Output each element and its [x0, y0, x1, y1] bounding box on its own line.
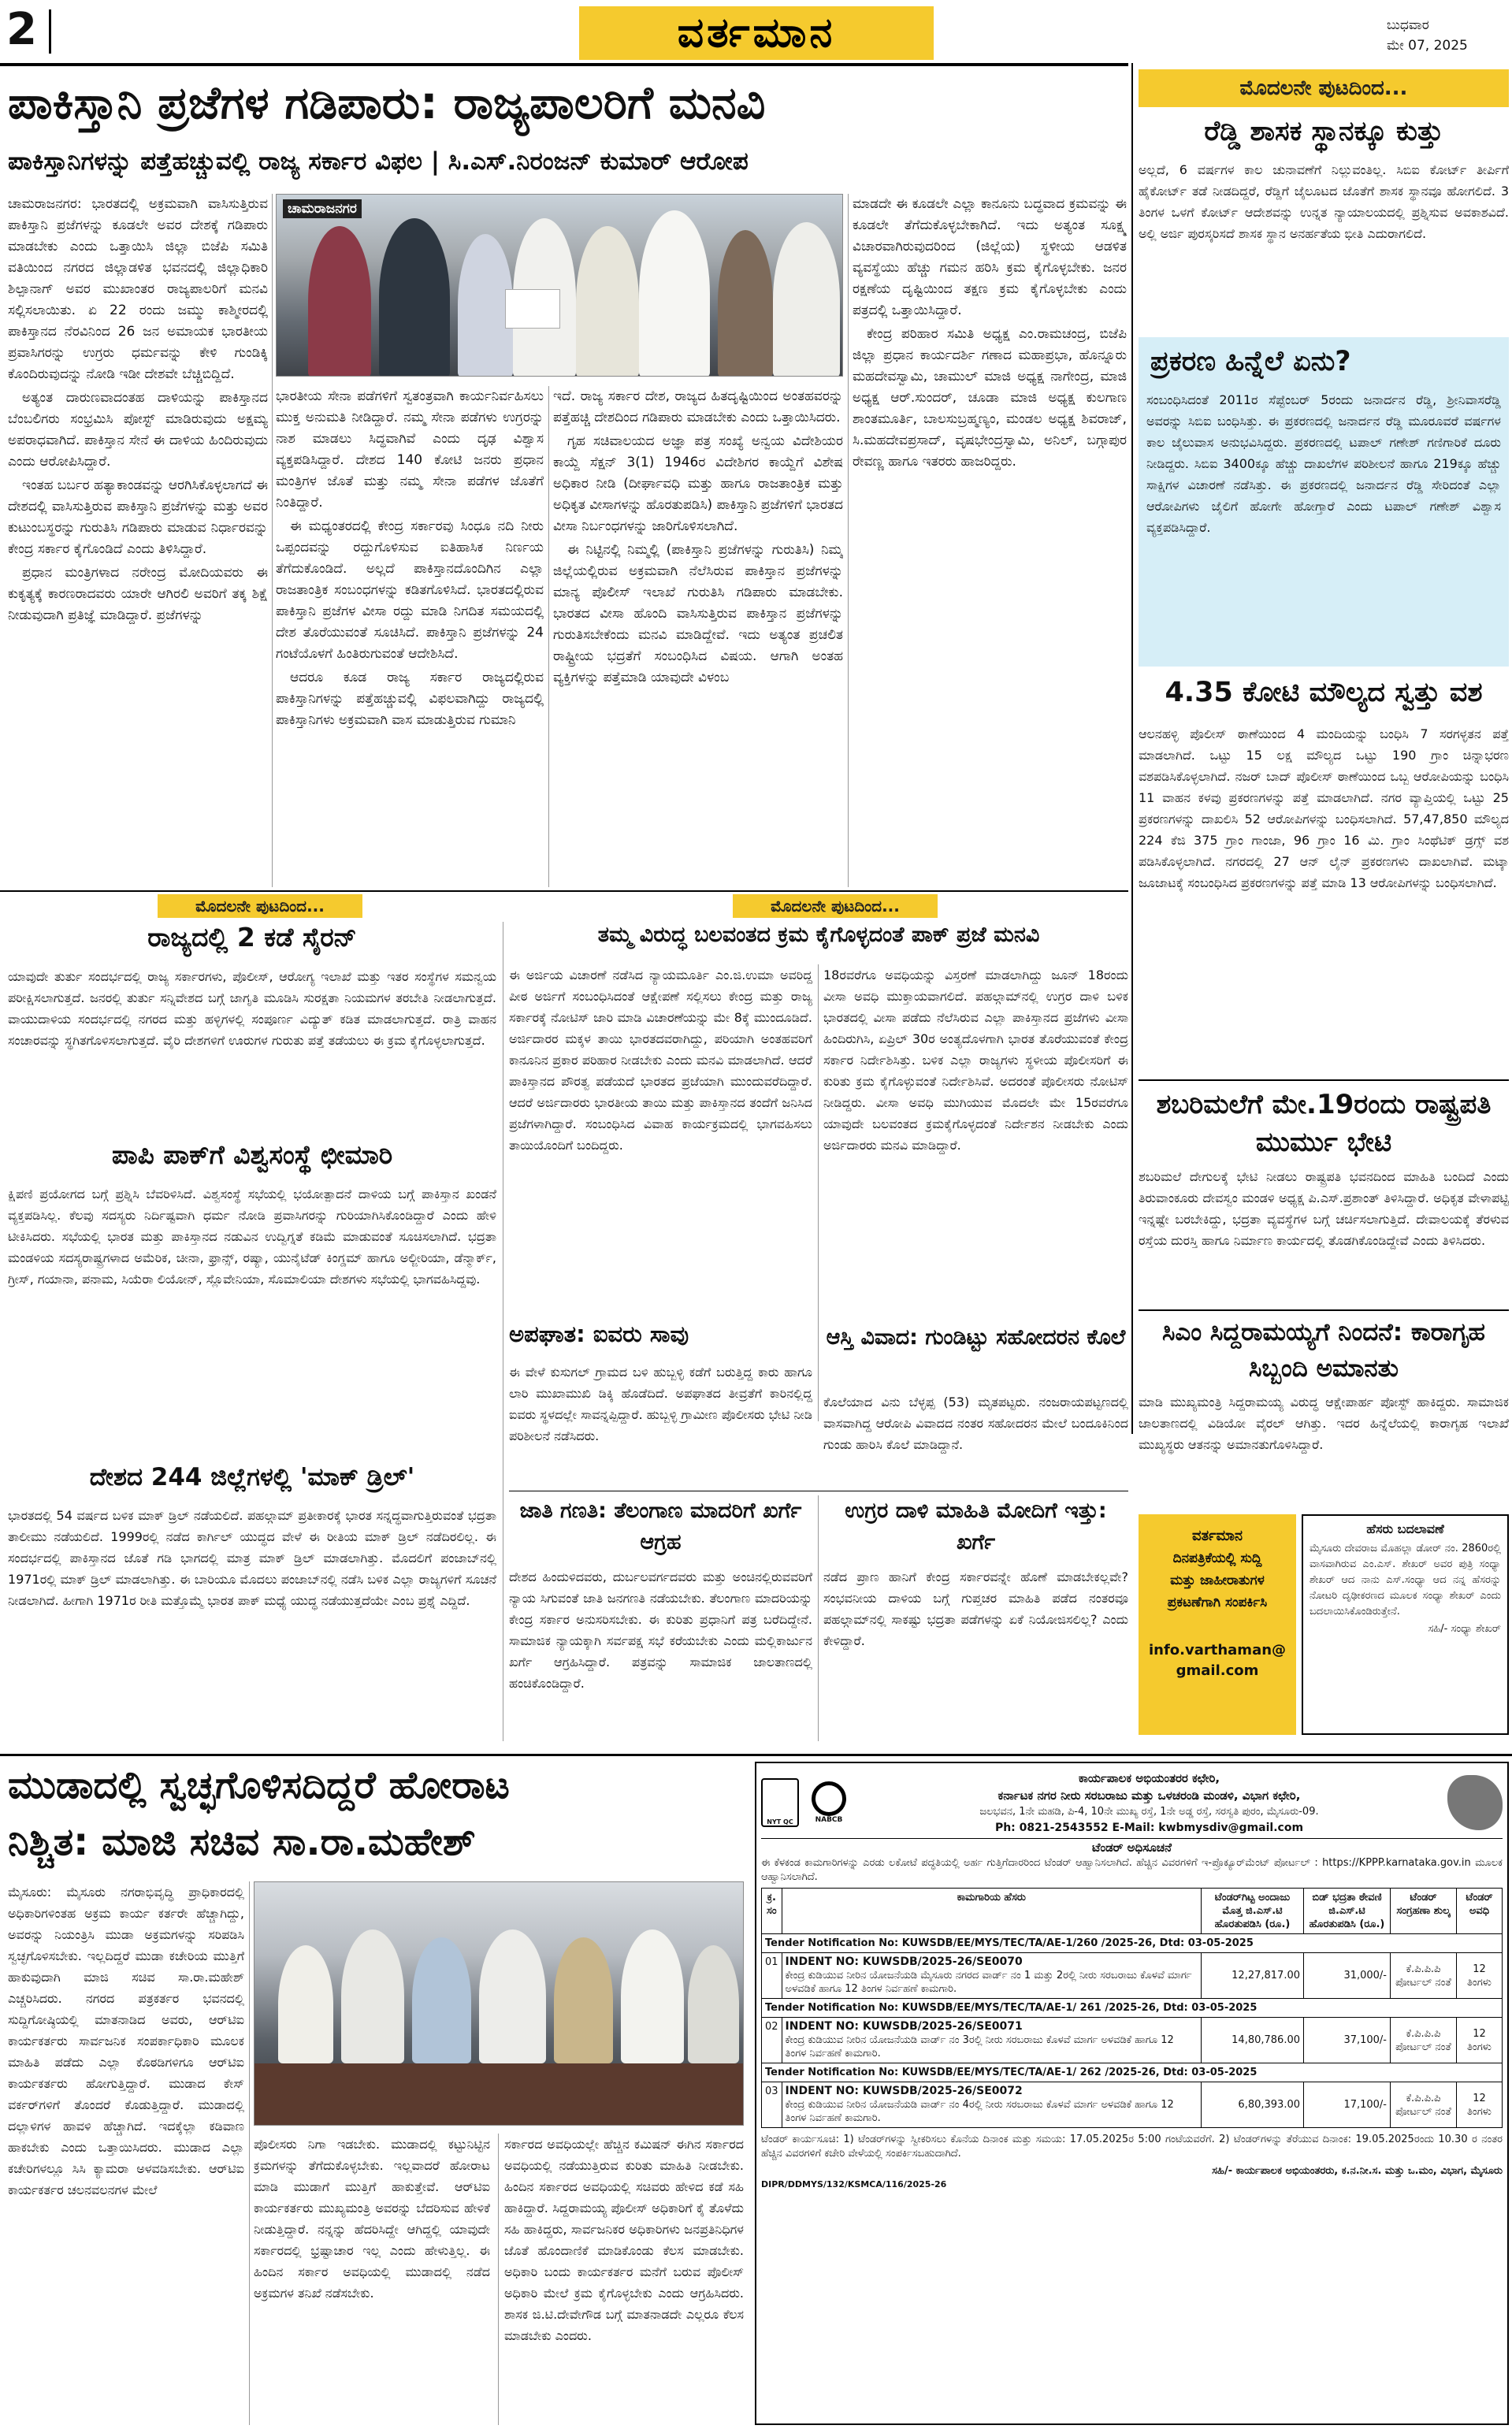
masthead-title: ವರ್ತಮಾನ	[677, 9, 836, 57]
kharge-body: ನಡೆದ ಪ್ರಾಣ ಹಾನಿಗೆ ಕೇಂದ್ರ ಸರ್ಕಾರವನ್ನೇ ಹೊಣೆ ಮಾಡಬೇಕಲ್ಲವೇ? ಸಂಭವನೀಯ ದಾಳಿಯ ಬಗ್ಗೆ ಗುಪ್ತಚರ ಮಾಹಿತಿ ಪಡೆದ ನಂತರವೂ ಪಹಲ್ಗಾಮ್‌ನಲ್ಲಿ ಸಾಕಷ್ಟು ಭದ್ರತಾ ಪಡೆಗಳನ್ನು ಏಕೆ ನಿಯೋಜಿಸಲಿಲ್ಲ? ಎಂದು ಕೇಳಿದ್ದಾರೆ.	[823, 1569, 1128, 1648]
sabarimala-headline: ಶಬರಿಮಲೆಗೆ ಮೇ.19ರಂದು ರಾಷ್ಟ್ರಪತಿ ಮುರ್ಮು ಭೇಟಿ	[1156, 1089, 1492, 1158]
tender-header-work: ಕಾಮಗಾರಿಯ ಹೆಸರು	[782, 1889, 1201, 1934]
siren-headline: ರಾಜ್ಯದಲ್ಲಿ 2 ಕಡೆ ಸೈರನ್	[147, 923, 357, 953]
muda-col-2: ಪೊಲೀಸರು ನಿಗಾ ಇಡಬೇಕು. ಮುಡಾದಲ್ಲಿ ಕಟ್ಟುನಿಟ್ಟಿನ ಕ್ರಮಗಳನ್ನು ತೆಗೆದುಕೊಳ್ಳಬೇಕು. ಇಲ್ಲವಾದರೆ ಹೋರಾಟ ಮಾಡಿ ಮುಡಾಗೆ ಮುತ್ತಿಗೆ ಹಾಕುತ್ತೇವೆ. ಆರ್‌ಟಿಐ ಕಾರ್ಯಕರ್ತರು ಮುಖ್ಯಮಂತ್ರಿ ಅವರನ್ನು ಬೆದರಿಸುವ ಹೇಳಿಕೆ ನೀಡುತ್ತಿದ್ದಾರೆ. ನನ್ನನ್ನು ಹೆದರಿಸಿದ್ದೇ ಆಗಿದ್ದಲ್ಲಿ ಯಾವುದೇ ಸರ್ಕಾರದಲ್ಲಿ ಭ್ರಷ್ಟಾಚಾರ ಇಲ್ಲ ಎಂದು ಹೇಳುತ್ತಿಲ್ಲ. ಈ ಹಿಂದಿನ ಸರ್ಕಾರ ಅವಧಿಯಲ್ಲಿ ಮುಡಾದಲ್ಲಿ ನಡೆದ ಅಕ್ರಮಗಳ ತನಿಖೆ ನಡೆಸಬೇಕು.	[254, 2137, 490, 2301]
property-dispute-headline: ಆಸ್ತಿ ವಿವಾದ: ಗುಂಡಿಟ್ಟು ಸಹೋದರನ ಕೊಲೆ	[826, 1325, 1126, 1350]
contact-ad-line1: ವರ್ತಮಾನ	[1192, 1528, 1243, 1544]
muda-headline-2: ನಿಶ್ಚಿತ: ಮಾಜಿ ಸಚಿವ ಸಾ.ರಾ.ಮಹೇಶ್	[8, 1822, 476, 1864]
tender-notification-2: Tender Notification No: KUWSDB/EE/MYS/TEC/TA/AE-1/ 261 /2025-26, Dtd: 03-05-2025	[762, 1999, 1503, 2018]
tender-period: 12 ತಿಂಗಳು	[1457, 2018, 1503, 2063]
lead-photo-caption: ಚಾಮರಾಜನಗರ	[283, 199, 362, 218]
contact-ad-line4: ಪ್ರಕಟಣೆಗಾಗಿ ಸಂಪರ್ಕಿಸಿ	[1167, 1595, 1268, 1610]
tender-emd: 37,100/-	[1304, 2018, 1391, 2063]
lead-col2-p2: ಈ ಮಧ್ಯಂತರದಲ್ಲಿ ಕೇಂದ್ರ ಸರ್ಕಾರವು ಸಿಂಧೂ ನದಿ ನೀರು ಒಪ್ಪಂದವನ್ನು ರದ್ದುಗೊಳಿಸುವ ಐತಿಹಾಸಿಕ ನಿರ್ಣಯ ತೆಗೆದುಕೊಂಡಿದೆ. ಅಲ್ಲದೆ ಪಾಕಿಸ್ತಾನದೊಂದಿಗಿನ ಎಲ್ಲಾ ರಾಜತಾಂತ್ರಿಕ ಸಂಬಂಧಗಳನ್ನು ಕಡಿತಗೊಳಿಸಿದೆ. ಭಾರತದಲ್ಲಿರುವ ಪಾಕಿಸ್ತಾನಿ ಪ್ರಜೆಗಳ ವೀಸಾ ರದ್ದು ಮಾಡಿ ನಿಗದಿತ ಸಮಯದಲ್ಲಿ ದೇಶ ತೊರೆಯುವಂತೆ ಸೂಚಿಸಿದೆ. ಪಾಕಿಸ್ತಾನಿ ಪ್ರಜೆಗಳನ್ನು 24 ಗಂಟೆಯೊಳಗೆ ಹಿಂತಿರುಗುವಂತೆ ಆದೇಶಿಸಿದೆ.	[276, 518, 544, 662]
nytqc-logo-text: NYT QC	[767, 1818, 793, 1825]
tender-row	[762, 1953, 1503, 1999]
tender-period: 12 ತಿಂಗಳು	[1457, 1953, 1503, 1999]
tender-sl: 01	[762, 1953, 782, 1999]
mockdrill-body: ಭಾರತದಲ್ಲಿ 54 ವರ್ಷದ ಬಳಿಕ ಮಾಕ್ ಡ್ರಿಲ್ ನಡೆಯಲಿದೆ. ಪಹಲ್ಗಾಮ್ ಪ್ರತೀಕಾರಕ್ಕೆ ಭಾರತ ಸನ್ನದ್ಧವಾಗುತ್ತಿರುವಂತೆ ಭದ್ರತಾ ತಾಲೀಮು ನಡೆಯಲಿದೆ. 1999ರಲ್ಲಿ ನಡೆದ ಕಾರ್ಗಿಲ್ ಯುದ್ಧದ ವೇಳೆ ಈ ರೀತಿಯ ಮಾಕ್ ಡ್ರಿಲ್ ನಡೆದಿರಲಿಲ್ಲ. ಈ ಸಂದರ್ಭದಲ್ಲಿ ಪಾಕಿಸ್ತಾನದ ಜೊತೆ ಗಡಿ ಭಾಗದಲ್ಲಿ ಮಾತ್ರ ಮಾಕ್ ಡ್ರಿಲ್ ಮಾಡಲಾಗಿತ್ತು. ಮೊದಲಿಗೆ ಪಂಜಾಬ್‌ನಲ್ಲಿ 1971ರಲ್ಲಿ ಮಾಕ್ ಡ್ರಿಲ್ ಮಾಡಲಾಗಿತ್ತು. ಈ ಬಾರಿಯೂ ಮೊದಲು ಪಂಜಾಬ್‌ನಲ್ಲಿ ನಡೆಸಿ ಬಳಿಕ ಎಲ್ಲಾ ರಾಜ್ಯಗಳಿಗೆ ಸೂಚನೆ ನೀಡಲಾಗಿದೆ. ಹೀಗಾಗಿ 1971ರ ರೀತಿ ಮತ್ತೊಮ್ಮೆ ಭಾರತ ಪಾಕ್ ಮಧ್ಯೆ ಯುದ್ಧ ನಡೆಯುತ್ತದೆಯೇ ಎಂಬ ಪ್ರಶ್ನೆ ಎದ್ದಿದೆ.	[8, 1508, 496, 1608]
karnataka-map-icon	[1447, 1775, 1503, 1830]
siren-body: ಯಾವುದೇ ತುರ್ತು ಸಂದರ್ಭದಲ್ಲಿ ರಾಜ್ಯ ಸರ್ಕಾರಗಳು, ಪೊಲೀಸ್, ಆರೋಗ್ಯ ಇಲಾಖೆ ಮತ್ತು ಇತರ ಸಂಸ್ಥೆಗಳ ಸಮನ್ವಯ ಪರೀಕ್ಷಿಸಲಾಗುತ್ತದೆ. ಜನರಲ್ಲಿ ತುರ್ತು ಸನ್ನಿವೇಶದ ಬಗ್ಗೆ ಜಾಗೃತಿ ಮೂಡಿಸಿ ಸುರಕ್ಷತಾ ನಿಯಮಗಳ ತರಬೇತಿ ನೀಡಲಾಗುತ್ತದೆ. ವಾಯುದಾಳಿಯ ಸಂದರ್ಭದಲ್ಲಿ ನಗರದ ಮತ್ತು ಹಳ್ಳಿಗಳಲ್ಲಿ ಸಂಪೂರ್ಣ ವಿದ್ಯುತ್ ಕಡಿತ ಮಾಡಲಾಗುತ್ತದೆ. ರಾತ್ರಿ ವಾಹನ ಸಂಚಾರವನ್ನು ಸ್ಥಗಿತಗೊಳಿಸಲಾಗುತ್ತದೆ. ವೈರಿ ದೇಶಗಳಿಗೆ ಊರುಗಳ ಗುರುತು ಪತ್ತೆ ತಡೆಯಲು ಈ ಕ್ರಮ ಕೈಗೊಳ್ಳಲಾಗುತ್ತದೆ.	[8, 969, 496, 1048]
tender-emd: 31,000/-	[1304, 1953, 1391, 1999]
masthead-date: ಮೇ 07, 2025	[1387, 38, 1468, 54]
muda-headline-1: ಮುಡಾದಲ್ಲಿ ಸ್ವಚ್ಛಗೊಳಿಸದಿದ್ದರೆ ಹೋರಾಟ	[8, 1765, 510, 1807]
pak-citizen-headline: ತಮ್ಮ ವಿರುದ್ಧ ಬಲವಂತದ ಕ್ರಮ ಕೈಗೊಳ್ಳದಂತೆ ಪಾಕ್ ಪ್ರಜೆ ಮನವಿ	[597, 923, 1040, 947]
lead-subhead: ಪಾಕಿಸ್ತಾನಿಗಳನ್ನು ಪತ್ತೆಹಚ್ಚುವಲ್ಲಿ ರಾಜ್ಯ ಸರ್ಕಾರ ವಿಫಲ | ಸಿ.ಎಸ್.ನಿರಂಜನ್ ಕುಮಾರ್ ಆರೋಪ	[8, 148, 749, 176]
lead-col1-p4: ಪ್ರಧಾನ ಮಂತ್ರಿಗಳಾದ ನರೇಂದ್ರ ಮೋದಿಯವರು ಈ ಕುಕೃತ್ಯಕ್ಕೆ ಕಾರಣರಾದವರು ಯಾರೇ ಆಗಿರಲಿ ಅವರಿಗೆ ತಕ್ಕ ಶಿಕ್ಷೆ ನೀಡುವುದಾಗಿ ಪ್ರತಿಜ್ಞೆ ಮಾಡಿದ್ದಾರೆ. ಪ್ರಜೆಗಳನ್ನು	[8, 565, 268, 623]
tender-period: 12 ತಿಂಗಳು	[1457, 2082, 1503, 2128]
tender-work: INDENT NO: KUWSDB/2025-26/SE0070 ಕೇಂದ್ರ ಕುಡಿಯುವ ನೀರಿನ ಯೋಜನೆಯಡಿ ಮೈಸೂರು ನಗರದ ವಾರ್ಡ್ ನಂ 1 ಮತ್ತು 2ರಲ್ಲಿ ನೀರು ಸರಬರಾಜು ಕೊಳವೆ ಮಾರ್ಗ ಅಳವಡಿಕೆ ಹಾಗೂ 12 ತಿಂಗಳ ನಿರ್ವಹಣೆ ಕಾಮಗಾರಿ.	[782, 1953, 1201, 1999]
tender-ref: DIPR/DDMYS/132/KSMCA/116/2025-26	[761, 2179, 947, 2189]
seizure-headline: 4.35 ಕೋಟಿ ಮೌಲ್ಯದ ಸ್ವತ್ತು ವಶ	[1165, 678, 1483, 708]
tender-footer: ಟೆಂಡರ್ ಕಾರ್ಯಸೂಚಿ: 1) ಟೆಂಡರ್‌ಗಳನ್ನು ಸ್ವೀಕರಿಸಲು ಕೊನೆಯ ದಿನಾಂಕ ಮತ್ತು ಸಮಯ: 17.05.2025ರ 5:00 ಗಂಟೆಯವರೆಗೆ. 2) ಟೆಂಡರ್‌ಗಳನ್ನು ತೆರೆಯುವ ದಿನಾಂಕ: 19.05.2025ರಂದು 10.30 ರ ನಂತರ ಹೆಚ್ಚಿನ ವಿವರಗಳಿಗೆ ಕಚೇರಿ ವೇಳೆಯಲ್ಲಿ ಸಂಪರ್ಕಿಸಬಹುದಾಗಿದೆ.	[761, 2134, 1503, 2160]
name-change-box	[1302, 1514, 1509, 1735]
tender-sign: ಸಹಿ/- ಕಾರ್ಯಪಾಲಕ ಅಭಿಯಂತರರು, ಕ.ನ.ನೀ.ಸ. ಮತ್ತು ಒ.ಮಂ, ವಿಭಾಗ, ಮೈಸೂರು	[1212, 2165, 1503, 2177]
sabarimala-body: ಶಬರಿಮಲೆ ದೇಗುಲಕ್ಕೆ ಭೇಟಿ ನೀಡಲು ರಾಷ್ಟ್ರಪತಿ ಭವನದಿಂದ ಮಾಹಿತಿ ಬಂದಿದೆ ಎಂದು ತಿರುವಾಂಕೂರು ದೇವಸ್ವಂ ಮಂಡಳಿ ಅಧ್ಯಕ್ಷ ಪಿ.ಎಸ್.ಪ್ರಶಾಂತ್ ತಿಳಿಸಿದ್ದಾರೆ. ಅಧಿಕೃತ ವೇಳಾಪಟ್ಟಿ ಇನ್ನಷ್ಟೇ ಬರಬೇಕಿದ್ದು, ಭದ್ರತಾ ವ್ಯವಸ್ಥೆಗಳ ಬಗ್ಗೆ ಚರ್ಚಿಸಲಾಗುತ್ತಿದೆ. ದೇವಾಲಯಕ್ಕೆ ತೆರಳುವ ರಸ್ತೆಯ ದುರಸ್ತಿ ಹಾಗೂ ನಿರ್ಮಾಣ ಕಾರ್ಯದಲ್ಲಿ ತೊಡಗಿಕೊಂಡಿದ್ದೇವೆ ಎಂದು ತಿಳಿಸಿದರು.	[1139, 1169, 1509, 1248]
tender-fee: ಕೆ.ಪಿ.ಪಿ.ಪಿ ಪೋರ್ಟಲ್ ನಂತೆ	[1391, 2082, 1457, 2128]
pak-citizen-col-b: 18ರವರೆಗೂ ಅವಧಿಯನ್ನು ವಿಸ್ತರಣೆ ಮಾಡಲಾಗಿದ್ದು ಜೂನ್ 18ರಂದು ವೀಸಾ ಅವಧಿ ಮುಕ್ತಾಯವಾಗಲಿದೆ. ಪಹಲ್ಗಾಮ್‌ನಲ್ಲಿ ಉಗ್ರರ ದಾಳಿ ಬಳಿಕ ಭಾರತದಲ್ಲಿ ವೀಸಾ ಪಡೆದು ನೆಲೆಸಿರುವ ಎಲ್ಲಾ ಪಾಕಿಸ್ತಾನದ ಪ್ರಜೆಗಳು ವೀಸಾ ಹಿಂದಿರುಗಿಸಿ, ಏಪ್ರಿಲ್ 30ರ ಅಂತ್ಯದೊಳಗಾಗಿ ಭಾರತ ತೊರೆಯುವಂತೆ ಕೇಂದ್ರ ಸರ್ಕಾರ ನಿರ್ದೇಶಿಸಿತ್ತು. ಬಳಿಕ ಎಲ್ಲಾ ರಾಜ್ಯಗಳು ಸ್ಥಳೀಯ ಪೊಲೀಸರಿಗೆ ಈ ಕುರಿತು ಕ್ರಮ ಕೈಗೊಳ್ಳುವಂತೆ ನಿರ್ದೇಶಿಸಿವೆ. ಅದರಂತೆ ಪೊಲೀಸರು ನೋಟಿಸ್ ನೀಡಿದ್ದರು. ವೀಸಾ ಅವಧಿ ಮುಗಿಯುವ ಮೊದಲೇ ಮೇ 15ರವರೆಗೂ ಯಾವುದೇ ಬಲವಂತದ ಕ್ರಮಕೈಗೊಳ್ಳದಂತೆ ನಿರ್ದೇಶನ ನೀಡಬೇಕು ಎಂದು ಅರ್ಜಿದಾರರು ಮನವಿ ಮಾಡಿದ್ದಾರೆ.	[823, 968, 1128, 1153]
tender-table	[761, 1888, 1503, 2128]
contact-ad-email2[interactable]: gmail.com	[1176, 1662, 1259, 1679]
tender-notification-3: Tender Notification No: KUWSDB/EE/MYS/TEC/TA/AE-1/ 262 /2025-26, Dtd: 03-05-2025	[762, 2063, 1503, 2082]
lead-col2-p3: ಆದರೂ ಕೂಡ ರಾಜ್ಯ ಸರ್ಕಾರ ರಾಜ್ಯದಲ್ಲಿರುವ ಪಾಕಿಸ್ತಾನಿಗಳನ್ನು ಪತ್ತೆಹಚ್ಚುವಲ್ಲಿ ವಿಫಲವಾಗಿದ್ದು ರಾಜ್ಯದಲ್ಲಿ ಪಾಕಿಸ್ತಾನಿಗಳು ಅಕ್ರಮವಾಗಿ ವಾಸ ಮಾಡುತ್ತಿರುವ ಗುಮಾನಿ	[276, 670, 544, 728]
lead-col4-p1: ಮಾಡದೇ ಈ ಕೂಡಲೇ ಎಲ್ಲಾ ಕಾನೂನು ಬದ್ಧವಾದ ಕ್ರಮವನ್ನು ಈ ಕೂಡಲೇ ತೆಗೆದುಕೊಳ್ಳಬೇಕಾಗಿದೆ. ಇದು ಅತ್ಯಂತ ಸೂಕ್ಷ್ಮ ವಿಚಾರವಾಗಿರುವುದರಿಂದ (ಜಿಲ್ಲೆಯ) ಸ್ಥಳೀಯ ಆಡಳಿತ ವ್ಯವಸ್ಥೆಯು ಹೆಚ್ಚು ಗಮನ ಹರಿಸಿ ಕ್ರಮ ಕೈಗೊಳ್ಳಬೇಕು. ಜನರ ರಕ್ಷಣೆಯ ದೃಷ್ಟಿಯಿಂದ ತಕ್ಷಣ ಕ್ರಮ ಕೈಗೊಳ್ಳಬೇಕು ಎಂದು ಪತ್ರದಲ್ಲಿ ಒತ್ತಾಯಿಸಿದ್ದಾರೆ.	[853, 196, 1127, 318]
tender-header-amount: ಟೆಂಡರ್‌ಗಿಟ್ಟ ಅಂದಾಜು ಮೊತ್ತ ಜಿ.ಎಸ್.ಟಿ ಹೊರತುಪಡಿಸಿ (ರೂ.)	[1202, 1889, 1304, 1934]
contact-ad-line2: ದಿನಪತ್ರಿಕೆಯಲ್ಲಿ ಸುದ್ದಿ	[1172, 1551, 1262, 1566]
tender-amount: 6,80,393.00	[1202, 2082, 1304, 2128]
mid-continued-banner-right: ಮೊದಲನೇ ಪುಟದಿಂದ...	[733, 894, 938, 918]
pak-citizen-col-a: ಈ ಅರ್ಜಿಯ ವಿಚಾರಣೆ ನಡೆಸಿದ ನ್ಯಾಯಮೂರ್ತಿ ಎಂ.ಜಿ.ಉಮಾ ಅವರಿದ್ದ ಪೀಠ ಅರ್ಜಿಗೆ ಸಂಬಂಧಿಸಿದಂತೆ ಆಕ್ಷೇಪಣೆ ಸಲ್ಲಿಸಲು ಕೇಂದ್ರ ಮತ್ತು ರಾಜ್ಯ ಸರ್ಕಾರಕ್ಕೆ ನೋಟಿಸ್ ಜಾರಿ ಮಾಡಿ ವಿಚಾರಣೆಯನ್ನು ಮೇ 8ಕ್ಕೆ ಮುಂದೂಡಿದೆ. ಅರ್ಜಿದಾರರ ಮಕ್ಕಳ ತಾಯಿ ಭಾರತದವರಾಗಿದ್ದು, ಪರಿಯಾಗಿ ಅಂತಹವರಿಗೆ ಕಾನೂನಿನ ಪ್ರಕಾರ ಪರಿಹಾರ ನೀಡಬೇಕು ಎಂದು ಮನವಿ ಮಾಡಲಾಗಿದೆ. ಆದರೆ ಪಾಕಿಸ್ತಾನದ ಪೌರತ್ವ ಪಡೆಯದೆ ಭಾರತದ ಪ್ರಜೆಯಾಗಿ ಮುಂದುವರೆದಿದ್ದಾರೆ. ಆದರೆ ಅರ್ಜಿದಾರರು ಭಾರತೀಯ ತಾಯಿ ಮತ್ತು ಪಾಕಿಸ್ತಾನದ ತಂದೆಗೆ ಜನಿಸಿದ ಪ್ರಜೆಗಳಾಗಿದ್ದಾರೆ. ಸಂಬಂಧಿಸಿದ ವಿವಾಹ ಕಾರ್ಯಕ್ರಮದಲ್ಲಿ ಭಾಗವಹಿಸಲು ತಾಯಿಯೊಂದಿಗೆ ಬಂದಿದ್ದರು.	[509, 968, 812, 1153]
right-continued-banner: ಮೊದಲನೇ ಪುಟದಿಂದ...	[1139, 69, 1509, 107]
tender-row	[762, 2018, 1503, 2063]
lead-col-4	[853, 194, 1127, 887]
tender-header-fee: ಟೆಂಡರ್ ಸಂಗ್ರಹಣಾ ಶುಲ್ಕ	[1391, 1889, 1457, 1934]
nabcb-logo-text: NABCB	[815, 1815, 843, 1824]
reddy-headline: ರೆಡ್ಡಿ ಶಾಸಕ ಸ್ಥಾನಕ್ಕೂ ಕುತ್ತು	[1204, 117, 1443, 147]
contact-ad-box	[1139, 1514, 1296, 1735]
tender-sl: 03	[762, 2082, 782, 2128]
tender-notice-text: ಈ ಕೆಳಕಂಡ ಕಾಮಗಾರಿಗಳನ್ನು ಎರಡು ಲಕೋಟೆ ಪದ್ಧತಿಯಲ್ಲಿ ಅರ್ಹ ಗುತ್ತಿಗೆದಾರರಿಂದ ಟೆಂಡರ್ ಆಹ್ವಾನಿಸಲಾಗಿದೆ. ಹೆಚ್ಚಿನ ವಿವರಗಳಿಗೆ ಇ-ಪ್ರೊಕ್ಯೂರ್‌ಮೆಂಟ್ ಪೋರ್ಟಲ್ : https://KPPP.karnataka.gov.in ಮೂಲಕ ಆಹ್ವಾನಿಸಲಾಗಿದೆ.	[761, 1857, 1503, 1883]
tender-contact: Ph: 0821-2543552 E-Mail: kwbmysdiv@gmail.com	[994, 1821, 1304, 1834]
tender-address: ಜಲಭವನ, 1ನೇ ಮಹಡಿ, ಪಿ-4, 10ನೇ ಮುಖ್ಯ ರಸ್ತೆ, 1ನೇ ಅಡ್ಡ ರಸ್ತೆ, ಸರಸ್ವತಿ ಪುರಂ, ಮೈಸೂರು-09.	[979, 1805, 1319, 1818]
lead-col1-p2: ಅತ್ಯಂತ ದಾರುಣವಾದಂತಹ ದಾಳಿಯನ್ನು ಪಾಕಿಸ್ತಾನದ ಬೆಂಬಲಿಗರು ಸಂಭ್ರಮಿಸಿ ಪೋಸ್ಟ್ ಮಾಡಿರುವುದು ಅಕ್ಷಮ್ಯ ಅಪರಾಧವಾಗಿದೆ. ಪಾಕಿಸ್ತಾನ ಸೇನೆ ಈ ದಾಳಿಯ ಹಿಂದಿರುವುದು ಎಂದು ಆರೋಪಿಸಿದ್ದಾರೆ.	[8, 390, 268, 470]
lead-col-3	[553, 386, 843, 887]
muda-col-3: ಸರ್ಕಾರದ ಅವಧಿಯಲ್ಲೇ ಹೆಚ್ಚಿನ ಕಮಿಷನ್ ಈಗಿನ ಸರ್ಕಾರದ ಅವಧಿಯಲ್ಲಿ ನಡೆಯುತ್ತಿರುವ ಕುರಿತು ಮಾಹಿತಿ ನೀಡಬೇಕು. ಹಿಂದಿನ ಸರ್ಕಾರದ ಅವಧಿಯಲ್ಲಿ ಸಚಿವರು ಹೇಳಿದ ಕಡೆ ಸಹಿ ಹಾಕಿದ್ದಾರೆ. ಸಿದ್ದರಾಮಯ್ಯ ಪೊಲೀಸ್ ಅಧಿಕಾರಿಗೆ ಕೈ ತೊಳೆದು ಸಹಿ ಹಾಕಿದ್ದರು, ಸಾರ್ವಜನಿಕರ ಅಧಿಕಾರಿಗಳು ಜನಪ್ರತಿನಿಧಿಗಳ ಜೊತೆ ಹೊಂದಾಣಿಕೆ ಮಾಡಿಕೊಂಡು ಕೆಲಸ ಮಾಡಬೇಕು. ಅಧಿಕಾರಿ ಬಂದು ಕಾರ್ಯಕರ್ತರ ಮನೆಗೆ ಬರುವ ಪೊಲೀಸ್ ಅಧಿಕಾರಿ ಮೇಲೆ ಕ್ರಮ ಕೈಗೊಳ್ಳಬೇಕು ಎಂದು ಆಗ್ರಹಿಸಿದರು. ಶಾಸಕ ಜಿ.ಟಿ.ದೇವೇಗೌಡ ಬಗ್ಗೆ ಮಾತನಾಡದೇ ಎಲ್ಲರೂ ಕೆಲಸ ಮಾಡಬೇಕು ಎಂದರು.	[504, 2137, 744, 2343]
tender-notice-title: ಟೆಂಡರ್ ಅಧಿಸೂಚನೆ	[1092, 1840, 1172, 1855]
tender-header-emd: ಬಿಡ್ ಭದ್ರತಾ ಠೇವಣಿ ಜಿ.ಎಸ್.ಟಿ ಹೊರತುಪಡಿಸಿ (ರೂ.)	[1304, 1889, 1391, 1934]
cm-insult-headline: ಸಿಎಂ ಸಿದ್ದರಾಮಯ್ಯಗೆ ನಿಂದನೆ: ಕಾರಾಗೃಹ ಸಿಬ್ಬಂದಿ ಅಮಾನತು	[1161, 1318, 1486, 1383]
tender-fee: ಕೆ.ಪಿ.ಪಿ.ಪಿ ಪೋರ್ಟಲ್ ನಂತೆ	[1391, 1953, 1457, 1999]
nytqc-logo-icon	[761, 1778, 799, 1827]
lead-headline: ಪಾಕಿಸ್ತಾನಿ ಪ್ರಜೆಗಳ ಗಡಿಪಾರು: ರಾಜ್ಯಪಾಲರಿಗೆ ಮನವಿ	[8, 79, 766, 129]
masthead-rule	[0, 63, 1128, 66]
mockdrill-headline: ದೇಶದ 244 ಜಿಲ್ಲೆಗಳಲ್ಲಿ 'ಮಾಕ್ ಡ್ರಿಲ್'	[89, 1464, 415, 1491]
mid-continued-banner-left: ಮೊದಲನೇ ಪುಟದಿಂದ...	[158, 894, 362, 918]
lead-col4-p2: ಕೇಂದ್ರ ಪರಿಹಾರ ಸಮಿತಿ ಅಧ್ಯಕ್ಷ ಎಂ.ರಾಮಚಂದ್ರ, ಬಿಜೆಪಿ ಜಿಲ್ಲಾ ಪ್ರಧಾನ ಕಾರ್ಯದರ್ಶಿ ಗಣಾದ ಮಹಾಪ್ರಭಾ, ಹೊನ್ನೂರು ಮಹದೇವಸ್ವಾಮಿ, ಚಾಮುಲ್ ಮಾಜಿ ಅಧ್ಯಕ್ಷ ನಾಗೇಂದ್ರ, ಮಾಜಿ ಅಧ್ಯಕ್ಷ ಆರ್.ಸುಂದರ್, ಚೂಡಾ ಮಾಜಿ ಅಧ್ಯಕ್ಷ ಕುಲಗಾಣ ಶಾಂತಮೂರ್ತಿ, ಬಾಲಸುಬ್ರಹ್ಮಣ್ಯಂ, ಮಂಡಲ ಅಧ್ಯಕ್ಷ ಶಿವರಾಜ್, ಸಿ.ಮಹದೇವಪ್ರಸಾದ್, ವೃಷಭೇಂದ್ರಸ್ವಾಮಿ, ಅನಿಲ್, ಬಗ್ಗಾಪುರ ರೇವಣ್ಣ ಹಾಗೂ ಇತರರು ಹಾಜರಿದ್ದರು.	[853, 326, 1127, 470]
contact-ad-email1[interactable]: info.varthaman@	[1148, 1642, 1287, 1658]
property-dispute-body: ಕೊಲೆಯಾದ ವಿನು ಬೆಳ್ಳಪ್ಪ (53) ಮೃತಪಟ್ಟರು. ನಂಜರಾಯಪಟ್ಟಣದಲ್ಲಿ ವಾಸವಾಗಿದ್ದ ಆರೋಪಿ ವಿವಾದದ ನಂತರ ಸಹೋದರನ ಮೇಲೆ ಬಂದೂಕಿನಿಂದ ಗುಂಡು ಹಾರಿಸಿ ಕೊಲೆ ಮಾಡಿದ್ದಾನೆ.	[823, 1395, 1128, 1452]
tender-header-sl: ಕ್ರ. ಸಂ	[762, 1889, 782, 1934]
caste-census-body: ದೇಶದ ಹಿಂದುಳಿದವರು, ದುರ್ಬಲವರ್ಗದವರು ಮತ್ತು ಅಂಚಿನಲ್ಲಿರುವವರಿಗೆ ನ್ಯಾಯ ಸಿಗುವಂತೆ ಜಾತಿ ಜನಗಣತಿ ನಡೆಯಬೇಕು. ತೆಲಂಗಾಣ ಮಾದರಿಯನ್ನು ಕೇಂದ್ರ ಸರ್ಕಾರ ಅನುಸರಿಸಬೇಕು. ಈ ಕುರಿತು ಪ್ರಧಾನಿಗೆ ಪತ್ರ ಬರೆದಿದ್ದೇನೆ. ಸಾಮಾಜಿಕ ನ್ಯಾಯಕ್ಕಾಗಿ ಸರ್ವಪಕ್ಷ ಸಭೆ ಕರೆಯಬೇಕು ಎಂದು ಮಲ್ಲಿಕಾರ್ಜುನ ಖರ್ಗೆ ಆಗ್ರಹಿಸಿದ್ದಾರೆ. ಪತ್ರವನ್ನು ಸಾಮಾಜಿಕ ಜಾಲತಾಣದಲ್ಲಿ ಹಂಚಿಕೊಂಡಿದ್ದಾರೆ.	[509, 1569, 812, 1691]
tender-notice	[755, 1762, 1509, 2425]
seizure-body: ಆಲನಹಳ್ಳಿ ಪೊಲೀಸ್ ಠಾಣೆಯಿಂದ 4 ಮಂದಿಯನ್ನು ಬಂಧಿಸಿ 7 ಸರಗಳ್ಳತನ ಪತ್ತೆ ಮಾಡಲಾಗಿದೆ. ಒಟ್ಟು 15 ಲಕ್ಷ ಮೌಲ್ಯದ ಒಟ್ಟು 190 ಗ್ರಾಂ ಚಿನ್ನಾಭರಣ ವಶಪಡಿಸಿಕೊಳ್ಳಲಾಗಿದೆ. ನಜರ್ ಬಾದ್ ಪೊಲೀಸ್ ಠಾಣೆಯಿಂದ ಒಬ್ಬ ಆರೋಪಿಯನ್ನು ಬಂಧಿಸಿ 11 ವಾಹನ ಕಳವು ಪ್ರಕರಣಗಳನ್ನು ಪತ್ತೆ ಮಾಡಲಾಗಿದೆ. ನಗರ ವ್ಯಾಪ್ತಿಯಲ್ಲಿ ಒಟ್ಟು 25 ಪ್ರಕರಣಗಳನ್ನು ದಾಖಲಿಸಿ 52 ಆರೋಪಿಗಳನ್ನು ಬಂಧಿಸಲಾಗಿದೆ. 57,47,850 ಮೌಲ್ಯದ 224 ಕೆಜಿ 375 ಗ್ರಾಂ ಗಾಂಜಾ, 96 ಗ್ರಾಂ 16 ಮಿ. ಗ್ರಾಂ ಸಿಂಥೆಟಿಕ್ ಡ್ರಗ್ಸ್ ವಶ ಪಡಿಸಿಕೊಳ್ಳಲಾಗಿದೆ. ನಗರದಲ್ಲಿ 27 ಆನ್ ಲೈನ್ ಪ್ರಕರಣಗಳು ದಾಖಲಾಗಿವೆ. ಮಟ್ಕಾ ಜೂಜಾಟಕ್ಕೆ ಸಂಬಂಧಿಸಿದ ಪ್ರಕರಣಗಳನ್ನು ಪತ್ತೆ ಮಾಡಿ 13 ಆರೋಪಿಗಳನ್ನು ಬಂಧಿಸಲಾಗಿದೆ.	[1139, 726, 1509, 890]
page-number-rule	[49, 9, 51, 54]
tender-work: INDENT NO: KUWSDB/2025-26/SE0072 ಕೇಂದ್ರ ಕುಡಿಯುವ ನೀರಿನ ಯೋಜನೆಯಡಿ ವಾರ್ಡ್ ನಂ 4ರಲ್ಲಿ ನೀರು ಸರಬರಾಜು ಕೊಳವೆ ಮಾರ್ಗ ಅಳವಡಿಕೆ ಹಾಗೂ 12 ತಿಂಗಳ ನಿರ್ವಹಣೆ ಕಾಮಗಾರಿ.	[782, 2082, 1201, 2128]
nabcb-logo-icon	[807, 1778, 851, 1827]
tender-emd: 17,100/-	[1304, 2082, 1391, 2128]
tender-amount: 12,27,817.00	[1202, 1953, 1304, 1999]
lead-col1-p3: ಇಂತಹ ಬರ್ಬರ ಹತ್ಯಾಕಾಂಡವನ್ನು ಆರಗಿಸಿಕೊಳ್ಳಲಾಗದೆ ಈ ದೇಶದಲ್ಲಿ ವಾಸಿಸುತ್ತಿರುವ ಪಾಕಿಸ್ತಾನಿ ಪ್ರಜೆಗಳನ್ನು ಮತ್ತು ಅವರ ಕುಟುಂಬಸ್ಥರನ್ನು ಗುರುತಿಸಿ ಗಡಿಪಾರು ಮಾಡುವ ನಿರ್ಧಾರವನ್ನು ಕೇಂದ್ರ ಸರ್ಕಾರ ಕೈಗೊಂಡಿದೆ ಎಂದು ತಿಳಿಸಿದ್ದಾರೆ.	[8, 477, 268, 557]
accident-headline: ಅಪಘಾತ: ಐವರು ಸಾವು	[509, 1322, 689, 1347]
tender-row	[762, 2082, 1503, 2128]
accident-body: ಈ ವೇಳೆ ಕುಸುಗಲ್ ಗ್ರಾಮದ ಬಳಿ ಹುಬ್ಬಳ್ಳಿ ಕಡೆಗೆ ಬರುತ್ತಿದ್ದ ಕಾರು ಹಾಗೂ ಲಾರಿ ಮುಖಾಮುಖಿ ಡಿಕ್ಕಿ ಹೊಡೆದಿದೆ. ಅಪಘಾತದ ತೀವ್ರತೆಗೆ ಕಾರಿನಲ್ಲಿದ್ದ ಐವರು ಸ್ಥಳದಲ್ಲೇ ಸಾವನ್ನಪ್ಪಿದ್ದಾರೆ. ಹುಬ್ಬಳ್ಳಿ ಗ್ರಾಮೀಣ ಪೊಲೀಸರು ಭೇಟಿ ನೀಡಿ ಪರಿಶೀಲನೆ ನಡೆಸಿದರು.	[509, 1365, 812, 1443]
tender-notification-1: Tender Notification No: KUWSDB/EE/MYS/TEC/TA/AE-1/260 /2025-26, Dtd: 03-05-2025	[762, 1934, 1503, 1953]
reddy-body: ಅಲ್ಲದೆ, 6 ವರ್ಷಗಳ ಕಾಲ ಚುನಾವಣೆಗೆ ನಿಲ್ಲುವಂತಿಲ್ಲ. ಸಿಬಿಐ ಕೋರ್ಟ್ ತೀರ್ಪಿಗೆ ಹೈಕೋರ್ಟ್ ತಡೆ ನೀಡದಿದ್ದರೆ, ರೆಡ್ಡಿಗೆ ಜೈಲೂಟದ ಜೊತೆಗೆ ಶಾಸಕ ಸ್ಥಾನವೂ ಹೋಗಲಿದೆ. 3 ತಿಂಗಳ ಒಳಗೆ ಕೋರ್ಟ್ ಆದೇಶವನ್ನು ಉನ್ನತ ನ್ಯಾಯಾಲಯದಲ್ಲಿ ಪ್ರಶ್ನಿಸುವ ಅವಕಾಶವಿದೆ. ಅಲ್ಲಿ ಅರ್ಜಿ ಪುರಸ್ಕರಿಸದೆ ಶಾಸಕ ಸ್ಥಾನ ಅನರ್ಹತೆಯ ಭೀತಿ ಎದುರಾಗಲಿದೆ.	[1139, 162, 1509, 241]
muda-col-1: ಮೈಸೂರು: ಮೈಸೂರು ನಗರಾಭಿವೃದ್ಧಿ ಪ್ರಾಧಿಕಾರದಲ್ಲಿ ಅಧಿಕಾರಿಗಳಿಂತಹ ಅಕ್ರಮ ಕಾರ್ಯ ಕರ್ತರೇ ಹೆಚ್ಚಾಗಿದ್ದು, ಅವರನ್ನು ನಿಯಂತ್ರಿಸಿ ಮುಡಾ ಅಕ್ರಮಗಳನ್ನು ಸರಿಪಡಿಸಿ ಸ್ವಚ್ಛಗೊಳಿಸಬೇಕು. ಇಲ್ಲದಿದ್ದರೆ ಮುಡಾ ಕಚೇರಿಯ ಮುತ್ತಿಗೆ ಹಾಕುವುದಾಗಿ ಮಾಜಿ ಸಚಿವ ಸಾ.ರಾ.ಮಹೇಶ್ ಎಚ್ಚರಿಸಿದರು. ನಗರದ ಪತ್ರಕರ್ತರ ಭವನದಲ್ಲಿ ಸುದ್ದಿಗೋಷ್ಠಿಯಲ್ಲಿ ಮಾತನಾಡಿದ ಅವರು, ಆರ್‌ಟಿಐ ಕಾರ್ಯಕರ್ತರು ಸಾರ್ವಜನಿಕ ಸಂಪರ್ಕಾಧಿಕಾರಿ ಮೂಲಕ ಮಾಹಿತಿ ಪಡೆದು ಎಲ್ಲಾ ಕೊಠಡಿಗಳಿಗೂ ಆರ್‌ಟಿಐ ಕಾರ್ಯಕರ್ತರು ಹೋಗುತ್ತಿದ್ದಾರೆ. ಮುಡಾದ ಕೇಸ್ ವರ್ಕರ್‌ಗಳಿಗೆ ತೊಂದರೆ ಕೊಡುತ್ತಿದ್ದಾರೆ. ಮುಡಾದಲ್ಲಿ ದಲ್ಲಾಳಿಗಳ ಹಾವಳಿ ಹೆಚ್ಚಾಗಿದೆ. ಇದಕ್ಕೆಲ್ಲಾ ಕಡಿವಾಣ ಹಾಕಬೇಕು ಎಂದು ಒತ್ತಾಯಿಸಿದರು. ಮುಡಾದ ಎಲ್ಲಾ ಕಚೇರಿಗಳಲ್ಲೂ ಸಿಸಿ ಕ್ಯಾಮರಾ ಅಳವಡಿಸಬೇಕು. ಆರ್‌ಟಿಐ ಕಾರ್ಯಕರ್ತರ ಚಲನವಲನಗಳ ಮೇಲೆ	[8, 1885, 244, 2197]
lead-col1-p1: ಚಾಮರಾಜನಗರ: ಭಾರತದಲ್ಲಿ ಅಕ್ರಮವಾಗಿ ವಾಸಿಸುತ್ತಿರುವ ಪಾಕಿಸ್ತಾನಿ ಪ್ರಜೆಗಳನ್ನು ಕೂಡಲೇ ಅವರ ದೇಶಕ್ಕೆ ಗಡಿಪಾರು ಮಾಡಬೇಕು ಎಂದು ಒತ್ತಾಯಿಸಿ ಜಿಲ್ಲಾ ಬಿಜೆಪಿ ಸಮಿತಿ ವತಿಯಿಂದ ನಗರದ ಜಿಲ್ಲಾಡಳಿತ ಭವನದಲ್ಲಿ ಜಿಲ್ಲಾಧಿಕಾರಿ ಶಿಲ್ಪಾನಾಗ್ ಅವರ ಮುಖಾಂತರ ರಾಜ್ಯಪಾಲರಿಗೆ ಮನವಿ ಸಲ್ಲಿಸಲಾಯಿತು. ಏ 22 ರಂದು ಜಮ್ಮು ಕಾಶ್ಮೀರದಲ್ಲಿ ಪಾಕಿಸ್ತಾನದ ನೆರವಿನಿಂದ 26 ಜನ ಅಮಾಯಕ ಭಾರತೀಯ ಪ್ರವಾಸಿಗರನ್ನು ಉಗ್ರರು ಧರ್ಮವನ್ನು ಕೇಳಿ ಗುಂಡಿಕ್ಕಿ ಕೊಂದಿರುವುದನ್ನು ನೋಡಿ ಇಡೀ ದೇಶವೇ ಬೆಚ್ಚಿಬಿದ್ದಿದೆ.	[8, 196, 268, 382]
lead-col3-p3: ಈ ನಿಟ್ಟಿನಲ್ಲಿ ನಿಮ್ಮಲ್ಲಿ (ಪಾಕಿಸ್ತಾನಿ ಪ್ರಜೆಗಳನ್ನು ಗುರುತಿಸಿ) ನಿಮ್ಮ ಜಿಲ್ಲೆಯಲ್ಲಿರುವ ಅಕ್ರಮವಾಗಿ ನೆಲೆಸಿರುವ ಪಾಕಿಸ್ತಾನ ಪ್ರಜೆಗಳನ್ನು ಮಾನ್ಯ ಪೊಲೀಸ್ ಇಲಾಖೆ ಗುರುತಿಸಿ ಗಡಿಪಾರು ಮಾಡಬೇಕು. ಭಾರತದ ವೀಸಾ ಹೊಂದಿ ವಾಸಿಸುತ್ತಿರುವ ಪಾಕಿಸ್ತಾನ ಪ್ರಜೆಗಳನ್ನು ಗುರುತಿಸಬೇಕೆಂದು ಮನವಿ ಮಾಡಿದ್ದೇವೆ. ಇದು ಅತ್ಯಂತ ಪ್ರಚಲಿತ ರಾಷ್ಟ್ರೀಯ ಭದ್ರತೆಗೆ ಸಂಬಂಧಿಸಿದ ವಿಷಯ. ಆಗಾಗಿ ಅಂತಹ ವ್ಯಕ್ತಿಗಳನ್ನು ಪತ್ತೆಮಾಡಿ ಯಾವುದೇ ವಿಳಂಬ	[553, 542, 843, 685]
lead-col3-p2: ಗೃಹ ಸಚಿವಾಲಯದ ಅಜ್ಞಾ ಪತ್ರ ಸಂಖ್ಯೆ ಅನ್ವಯ ವಿದೇಶಿಯರ ಕಾಯ್ದೆ ಸೆಕ್ಷನ್ 3(1) 1946ರ ವಿದೇಶಿಗರ ಕಾಯ್ದೆಗೆ ವಿಶೇಷ ಅಧಿಕಾರ ನೀಡಿ (ದೀರ್ಘಾವಧಿ ಮತ್ತು ಹಾಗೂ ರಾಜತಾಂತ್ರಿಕ ಮತ್ತು ಅಧಿಕೃತ ವೀಸಾಗಳನ್ನು ಹೊರತುಪಡಿಸಿ) ಪಾಕಿಸ್ತಾನಿ ಪ್ರಜೆಗಳಿಗೆ ಭಾರತದ ವೀಸಾ ನಿರ್ಬಂಧಗಳನ್ನು ಜಾರಿಗೊಳಿಸಲಾಗಿದೆ.	[553, 433, 843, 534]
lead-col2-p1: ಭಾರತೀಯ ಸೇನಾ ಪಡೆಗಳಿಗೆ ಸ್ವತಂತ್ರವಾಗಿ ಕಾರ್ಯನಿರ್ವಹಿಸಲು ಮುಕ್ತ ಅನುಮತಿ ನೀಡಿದ್ದಾರೆ. ನಮ್ಮ ಸೇನಾ ಪಡೆಗಳು ಉಗ್ರರನ್ನು ನಾಶ ಮಾಡಲು ಸಿದ್ಧವಾಗಿವೆ ಎಂದು ದೃಢ ವಿಶ್ವಾಸ ವ್ಯಕ್ತಪಡಿಸಿದ್ದಾರೆ. ದೇಶದ 140 ಕೋಟಿ ಜನರು ಪ್ರಧಾನ ಮಂತ್ರಿಗಳ ಜೊತೆ ಮತ್ತು ನಮ್ಮ ಸೇನಾ ಪಡೆಗಳ ಜೊತೆಗೆ ನಿಂತಿದ್ದಾರೆ.	[276, 388, 544, 511]
lead-col3-p1: ಇದೆ. ರಾಜ್ಯ ಸರ್ಕಾರ ದೇಶ, ರಾಜ್ಯದ ಹಿತದೃಷ್ಟಿಯಿಂದ ಅಂತಹವರನ್ನು ಪತ್ತೆಹಚ್ಚಿ ದೇಶದಿಂದ ಗಡಿಪಾರು ಮಾಡಬೇಕು ಎಂದು ಒತ್ತಾಯಿಸಿದರು.	[553, 388, 843, 425]
name-change-title: ಹೆಸರು ಬದಲಾವಣೆ	[1366, 1521, 1444, 1536]
tender-amount: 14,80,786.00	[1202, 2018, 1304, 2063]
name-change-sign: ಸಹಿ/- ಸಂಧ್ಯಾ ಶೇಖರ್	[1428, 1623, 1501, 1635]
tender-work: INDENT NO: KUWSDB/2025-26/SE0071 ಕೇಂದ್ರ ಕುಡಿಯುವ ನೀರಿನ ಯೋಜನೆಯಡಿ ವಾರ್ಡ್ ನಂ 3ರಲ್ಲಿ ನೀರು ಸರಬರಾಜು ಕೊಳವೆ ಮಾರ್ಗ ಅಳವಡಿಕೆ ಹಾಗೂ 12 ತಿಂಗಳ ನಿರ್ವಹಣೆ ಕಾಮಗಾರಿ.	[782, 2018, 1201, 2063]
tender-office-line2: ಕರ್ನಾಟಕ ನಗರ ನೀರು ಸರಬರಾಜು ಮತ್ತು ಒಳಚರಂಡಿ ಮಂಡಳಿ, ವಿಭಾಗ ಕಛೇರಿ,	[997, 1788, 1301, 1803]
muda-photo	[254, 1881, 744, 2126]
cm-insult-body: ಮಾಡಿ ಮುಖ್ಯಮಂತ್ರಿ ಸಿದ್ದರಾಮಯ್ಯ ವಿರುದ್ಧ ಆಕ್ಷೇಪಾರ್ಹ ಪೋಸ್ಟ್ ಹಾಕಿದ್ದರು. ಸಾಮಾಜಿಕ ಜಾಲತಾಣದಲ್ಲಿ ವಿಡಿಯೋ ವೈರಲ್ ಆಗಿತ್ತು. ಇದರ ಹಿನ್ನೆಲೆಯಲ್ಲಿ ಕಾರಾಗೃಹ ಇಲಾಖೆ ಮುಖ್ಯಸ್ಥರು ಆತನನ್ನು ಅಮಾನತುಗೊಳಿಸಿದ್ದಾರೆ.	[1139, 1395, 1509, 1452]
lead-photo	[276, 194, 843, 377]
page-number: 2	[6, 4, 37, 55]
un-headline: ಪಾಪಿ ಪಾಕ್‌ಗೆ ವಿಶ್ವಸಂಸ್ಥೆ ಛೀಮಾರಿ	[111, 1141, 393, 1170]
tender-sl: 02	[762, 2018, 782, 2063]
tender-office-line1: ಕಾರ್ಯಪಾಲಕ ಅಭಿಯಂತರರ ಕಛೇರಿ,	[1078, 1770, 1220, 1785]
caste-census-headline: ಜಾತಿ ಗಣತಿ: ತೆಲಂಗಾಣ ಮಾದರಿಗೆ ಖರ್ಗೆ ಆಗ್ರಹ	[519, 1499, 802, 1554]
masthead-day: ಬುಧವಾರ	[1387, 17, 1429, 33]
kharge-headline: ಉಗ್ರರ ದಾಳಿ ಮಾಹಿತಿ ಮೋದಿಗೆ ಇತ್ತು: ಖರ್ಗೆ	[845, 1499, 1107, 1554]
un-body: ಕ್ಷಿಪಣಿ ಪ್ರಯೋಗದ ಬಗ್ಗೆ ಪ್ರಶ್ನಿಸಿ ಬೆವರಿಳಿಸಿದೆ. ವಿಶ್ವಸಂಸ್ಥೆ ಸಭೆಯಲ್ಲಿ ಭಯೋತ್ಪಾದನೆ ದಾಳಿಯ ಬಗ್ಗೆ ಪಾಕಿಸ್ತಾನ ಖಂಡನೆ ವ್ಯಕ್ತಪಡಿಸಿಲ್ಲ. ಕೆಲವು ಸದಸ್ಯರು ನಿರ್ದಿಷ್ಟವಾಗಿ ಧರ್ಮ ನೋಡಿ ಪ್ರವಾಸಿಗರನ್ನು ಗುರಿಯಾಗಿಸಿಕೊಂಡಿದ್ದಾರೆ ಎಂದು ಹೇಳಿ ಟೀಕಿಸಿದರು. ಸಭೆಯಲ್ಲಿ ಭಾರತ ಮತ್ತು ಪಾಕಿಸ್ತಾನದ ನಡುವಿನ ಉದ್ವಿಗ್ನತೆ ಕಡಿಮೆ ಮಾಡುವಂತೆ ಸೂಚಿಸಲಾಗಿದೆ. ಭದ್ರತಾ ಮಂಡಳಿಯ ಸದಸ್ಯರಾಷ್ಟ್ರಗಳಾದ ಅಮೆರಿಕ, ಚೀನಾ, ಫ್ರಾನ್ಸ್, ರಷ್ಯಾ, ಯುನೈಟೆಡ್ ಕಿಂಗ್ಡಮ್ ಹಾಗೂ ಅಲ್ಜೀರಿಯಾ, ಡೆನ್ಮಾರ್ಕ್, ಗ್ರೀಸ್, ಗಯಾನಾ, ಪನಾಮ, ಸಿಯೆರಾ ಲಿಯೋನ್, ಸ್ಲೊವೇನಿಯಾ, ಸೊಮಾಲಿಯಾ ದೇಶಗಳು ಸಭೆಯಲ್ಲಿ ಭಾಗವಹಿಸಿದ್ದವು.	[8, 1187, 496, 1287]
background-headline: ಪ್ರಕರಣ ಹಿನ್ನೆಲೆ ಏನು?	[1150, 347, 1351, 377]
lead-col-2	[276, 386, 544, 887]
name-change-body: ಮೈಸೂರು ದೇವರಾಜ ಮೊಹಲ್ಲಾ ಡೋರ್ ನಂ. 2860ರಲ್ಲಿ ವಾಸವಾಗಿರುವ ಎಂ.ಎಸ್. ಶೇಖರ್ ಅವರ ಪುತ್ರಿ ಸಂಧ್ಯಾ ಶೇಖರ್ ಆದ ನಾನು ಎಸ್.ಸಂಧ್ಯಾ ಆದ ನನ್ನ ಹೆಸರನ್ನು ನೋಟರಿ ದೃಢೀಕರಣದ ಮೂಲಕ ಸಂಧ್ಯಾ ಶೇಖರ್ ಎಂದು ಬದಲಾಯಿಸಿಕೊಂಡಿರುತ್ತೇನೆ.	[1310, 1543, 1501, 1617]
tender-fee: ಕೆ.ಪಿ.ಪಿ.ಪಿ ಪೋರ್ಟಲ್ ನಂತೆ	[1391, 2018, 1457, 2063]
background-body: ಸಂಬಂಧಿಸಿದಂತೆ 2011ರ ಸೆಪ್ಟೆಂಬರ್ 5ರಂದು ಜನಾರ್ದನ ರೆಡ್ಡಿ, ಶ್ರೀನಿವಾಸರೆಡ್ಡಿ ಅವರನ್ನು ಸಿಬಿಐ ಬಂಧಿಸಿತ್ತು. ಈ ಪ್ರಕರಣದಲ್ಲಿ ಜನಾರ್ದನ ರೆಡ್ಡಿ ಮೂರೂವರೆ ವರ್ಷಗಳ ಕಾಲ ಜೈಲುವಾಸ ಅನುಭವಿಸಿದ್ದರು. ಪ್ರಕರಣದಲ್ಲಿ ಟಪಾಲ್ ಗಣೇಶ್ ಗಣಿಗಾರಿಕೆ ದೂರು ನೀಡಿದ್ದರು. ಸಿಬಿಐ 3400ಕ್ಕೂ ಹೆಚ್ಚು ದಾಖಲೆಗಳ ಪರಿಶೀಲನೆ ಹಾಗೂ 219ಕ್ಕೂ ಹೆಚ್ಚು ಸಾಕ್ಷಿಗಳ ವಿಚಾರಣೆ ನಡೆಸಿತ್ತು. ಈ ಪ್ರಕರಣದಲ್ಲಿ ಜನಾರ್ದನ ರೆಡ್ಡಿ ಸೇರಿದಂತೆ ಎಲ್ಲಾ ಆರೋಪಿಗಳು ಜೈಲಿಗೆ ಹೋಗೇ ಹೋಗ್ತಾರೆ ಎಂದು ಟಪಾಲ್ ಗಣೇಶ್ ವಿಶ್ವಾಸ ವ್ಯಕ್ತಪಡಿಸಿದ್ದಾರೆ.	[1146, 392, 1501, 535]
tender-header-period: ಟೆಂಡರ್ ಅವಧಿ	[1457, 1889, 1503, 1934]
lead-col-1	[8, 194, 268, 887]
contact-ad-line3: ಮತ್ತು ಜಾಹೀರಾತುಗಳ	[1170, 1573, 1265, 1588]
